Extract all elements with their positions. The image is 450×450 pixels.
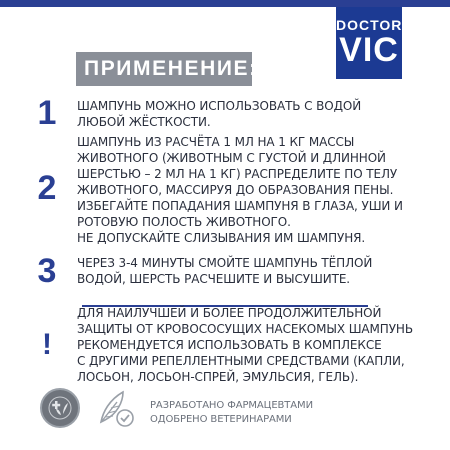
note-exclamation-icon: !	[42, 328, 52, 361]
step-1-text	[77, 98, 427, 130]
brand-logo-line2: VIC	[339, 31, 399, 69]
step-2-number: 2	[37, 169, 57, 207]
badge-note-developed: РАЗРАБОТАНО ФАРМАЦЕВТАМИ	[150, 400, 313, 411]
step-3-number: 3	[37, 252, 57, 290]
top-accent-bar	[0, 0, 450, 7]
note-line: ЗАЩИТЫ ОТ КРОВОСОСУЩИХ НАСЕКОМЫХ ШАМПУНЬ	[77, 322, 413, 336]
note-line: ЛОСЬОН, ЛОСЬОН-СПРЕЙ, ЭМУЛЬСИЯ, ГЕЛЬ).	[77, 370, 359, 384]
feather-check-icon	[93, 386, 137, 430]
step-1-number: 1	[37, 94, 57, 132]
brand-logo	[336, 7, 402, 79]
step-3-line: ВОДОЙ, ШЕРСТЬ РАСЧЕШИТЕ И ВЫСУШИТЕ.	[77, 272, 351, 286]
step-2-line: ЖИВОТНОГО, МАССИРУЯ ДО ОБРАЗОВАНИЯ ПЕНЫ.	[77, 183, 394, 197]
pharma-quality-seal-icon	[40, 388, 80, 428]
step-2-line: ШЕРСТЬЮ – 2 МЛ НА 1 КГ) РАСПРЕДЕЛИТЕ ПО ТЕЛУ	[77, 167, 398, 181]
note-line: С ДРУГИМИ РЕПЕЛЛЕНТНЫМИ СРЕДСТВАМИ (КАПЛИ,	[77, 354, 405, 368]
badge-note-approved: ОДОБРЕНО ВЕТЕРИНАРАМИ	[150, 414, 292, 425]
step-2-line: ШАМПУНЬ ИЗ РАСЧЁТА 1 МЛ НА 1 КГ МАССЫ	[77, 135, 355, 149]
step-2-line: РОТОВУЮ ПОЛОСТЬ ЖИВОТНОГО.	[77, 215, 291, 229]
step-2-text	[77, 134, 427, 246]
step-3-line: ЧЕРЕЗ 3-4 МИНУТЫ СМОЙТЕ ШАМПУНЬ ТЁПЛОЙ	[77, 256, 373, 270]
section-heading: ПРИМЕНЕНИЕ:	[76, 52, 252, 86]
step-1-line: ЛЮБОЙ ЖЁСТКОСТИ.	[77, 115, 211, 129]
brand-logo-line1: DOCTOR	[336, 17, 403, 33]
note-line: ДЛЯ НАИЛУЧШЕЙ И БОЛЕЕ ПРОДОЛЖИТЕЛЬНОЙ	[77, 306, 382, 320]
step-1-line: ШАМПУНЬ МОЖНО ИСПОЛЬЗОВАТЬ С ВОДОЙ	[77, 99, 362, 113]
step-2-line: ИЗБЕГАЙТЕ ПОПАДАНИЯ ШАМПУНЯ В ГЛАЗА, УШИ И	[77, 199, 403, 213]
step-3-text	[77, 255, 427, 287]
step-2-line: НЕ ДОПУСКАЙТЕ СЛИЗЫВАНИЯ ИМ ШАМПУНЯ.	[77, 231, 366, 245]
step-2-line: ЖИВОТНОГО (ЖИВОТНЫМ С ГУСТОЙ И ДЛИННОЙ	[77, 151, 386, 165]
note-text	[77, 305, 427, 385]
note-line: РЕКОМЕНДУЕТСЯ ИСПОЛЬЗОВАТЬ В КОМПЛЕКСЕ	[77, 338, 382, 352]
